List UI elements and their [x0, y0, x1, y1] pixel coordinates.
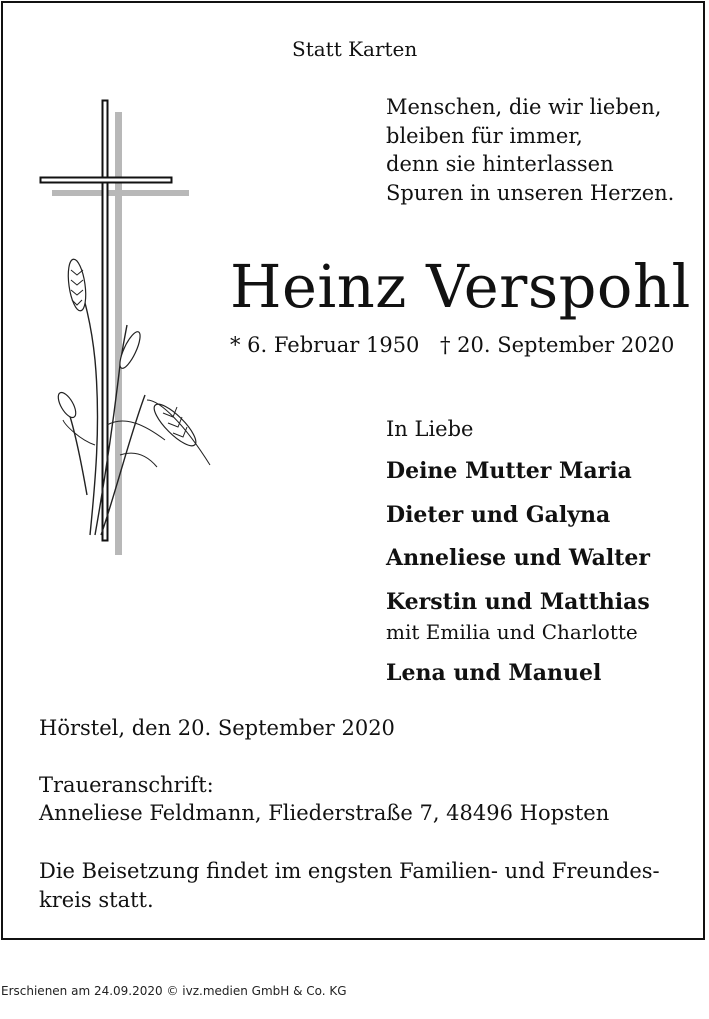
poem-line: bleiben für immer, — [386, 123, 583, 148]
notice-line: Die Beisetzung findet im engsten Familien- und Freundes- — [39, 859, 660, 883]
cross-with-wheat-icon — [35, 95, 215, 560]
poem — [386, 93, 686, 207]
header-text: Statt Karten — [292, 37, 418, 61]
poem-line: Spuren in unseren Herzen. — [386, 180, 675, 205]
notice-line: kreis statt. — [39, 887, 154, 912]
mourner-note: mit Emilia und Charlotte — [386, 620, 638, 644]
birth-date: * 6. Februar 1950 — [230, 333, 420, 357]
mourners-intro: In Liebe — [386, 417, 474, 441]
deceased-name: Heinz Verspohl — [230, 252, 691, 321]
death-date: † 20. September 2020 — [440, 333, 675, 357]
address-value: Anneliese Feldmann, Fliederstraße 7, 48496 Hopsten — [39, 801, 610, 825]
mourner-name: Dieter und Galyna — [386, 502, 611, 528]
address-label: Traueranschrift: — [39, 773, 214, 797]
mourner-name: Kerstin und Matthias — [386, 589, 650, 615]
poem-line: Menschen, die wir lieben, — [386, 95, 662, 119]
mourner-name: Lena und Manuel — [386, 660, 602, 686]
publication-footer: Erschienen am 24.09.2020 © ivz.medien GmbH & Co. KG — [1, 984, 347, 998]
place-date: Hörstel, den 20. September 2020 — [39, 716, 395, 740]
mourner-name: Anneliese und Walter — [386, 545, 650, 571]
mourner-name: Deine Mutter Maria — [386, 458, 632, 484]
burial-notice — [39, 857, 671, 914]
poem-line: denn sie hinterlassen — [386, 152, 614, 177]
